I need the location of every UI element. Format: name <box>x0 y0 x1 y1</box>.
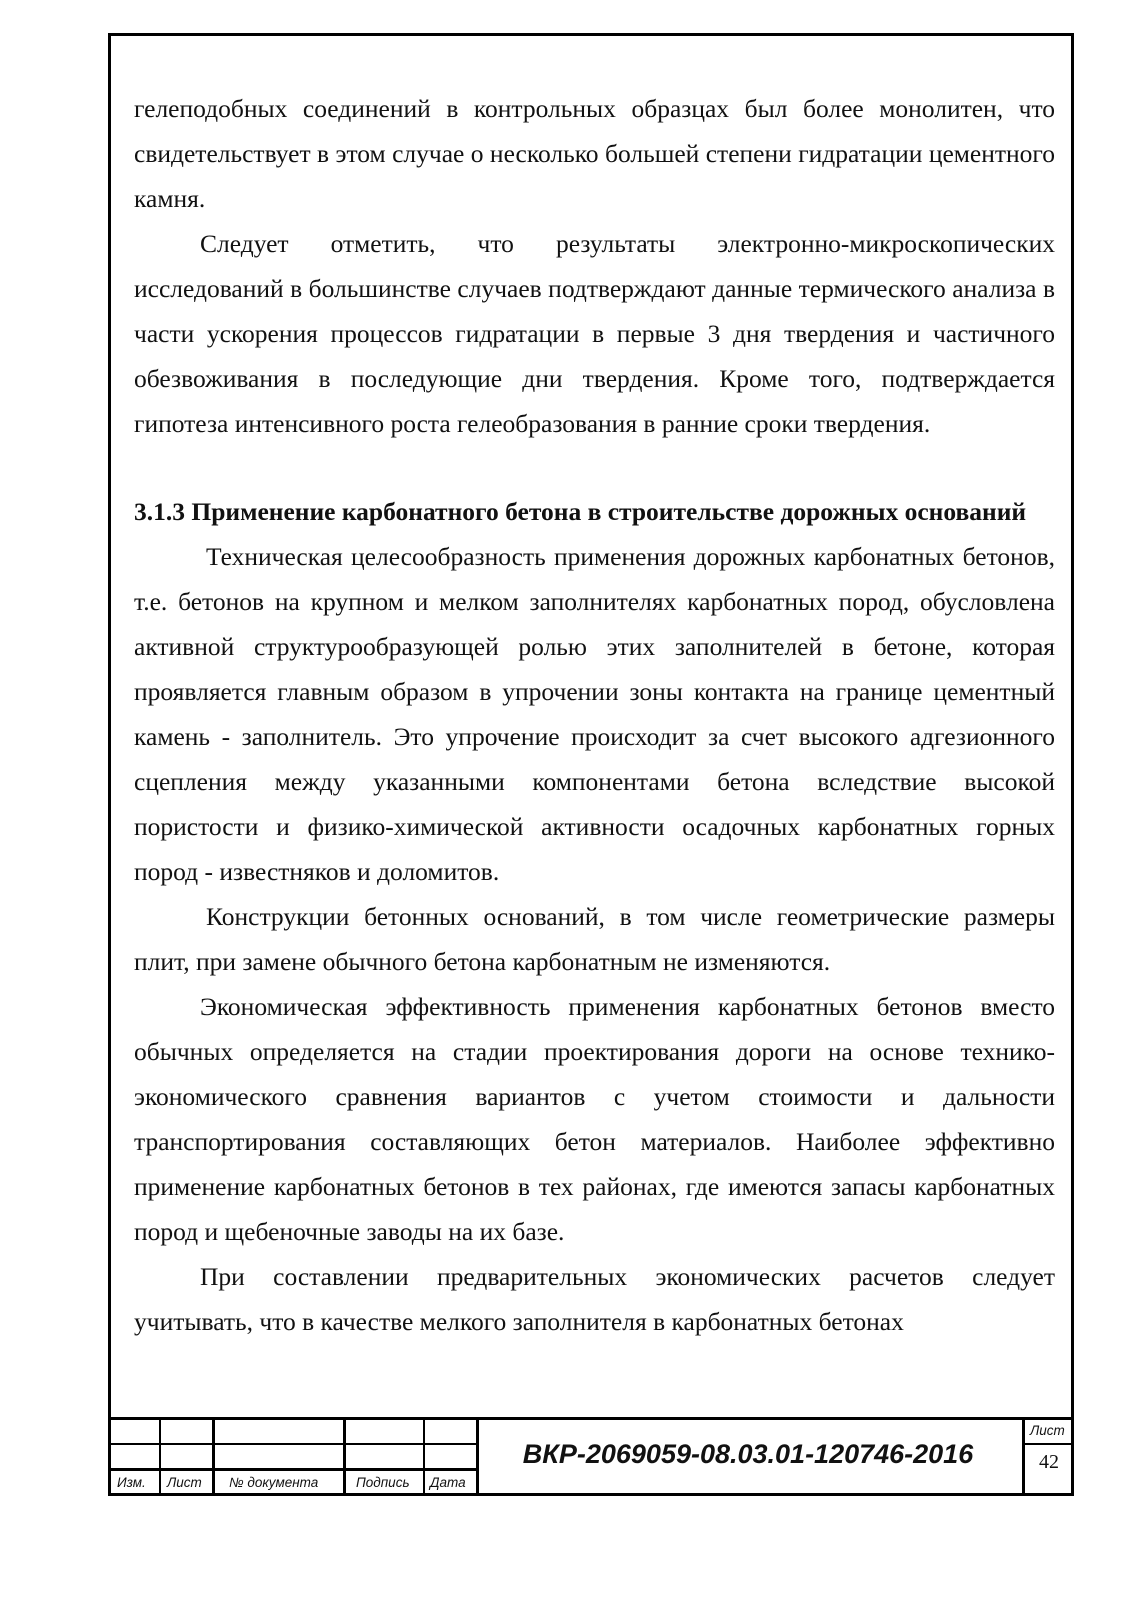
paragraph-4: Конструкции бетонных оснований, в том числе геометрические размеры плит, при замене обычного бетона карбонатным не изменяются. <box>134 902 1055 976</box>
stamp-col-doc: № документа <box>229 1475 319 1490</box>
paragraph-1: гелеподобных соединений в контрольных образцах был более монолитен, что свидетельствует в этом случае о несколько большей степени гидратации цементного камня. <box>134 94 1055 213</box>
stamp-col-date: Дата <box>430 1475 466 1490</box>
stamp-col-sign: Подпись <box>356 1475 410 1490</box>
paragraph-6: При составлении предварительных экономических расчетов следует учитывать, что в качестве мелкого заполнителя в карбонатных бетонах <box>134 1262 1055 1336</box>
paragraph-5: Экономическая эффективность применения карбонатных бетонов вместо обычных определяется на стадии проектирования дороги на основе технико-экономического сравнения вариантов с учетом стоимости и дальности транспортирования составляющих бетон материалов. Наиболее эффективно применение карбонатных бетонов в тех районах, где имеются запасы карбонатных пород и щебеночные заводы на их базе. <box>134 992 1055 1246</box>
paragraph-2: Следует отметить, что результаты электронно-микроскопических исследований в большинстве случаев подтверждают данные термического анализа в части ускорения процессов гидратации в первые 3 дня твердения и частичного обезвоживания в последующие дни твердения. Кроме того, подтверждается гипотеза интенсивного роста гелеобразования в ранние сроки твердения. <box>134 229 1055 438</box>
sheet-label: Лист <box>1030 1423 1065 1438</box>
paragraph-3: Техническая целесообразность применения дорожных карбонатных бетонов, т.е. бетонов на крупном и мелком заполнителях карбонатных пород, обусловлена активной структурообразующей ролью этих заполнителей в бетоне, которая проявляется главным образом в упрочении зоны контакта на границе цементный камень - заполнитель. Это упрочение происходит за счет высокого адгезионного сцепления между указанными компонентами бетона вследствие высокой пористости и физико-химической активности осадочных карбонатных горных пород - известняков и доломитов. <box>134 542 1055 886</box>
document-body <box>134 86 1055 1344</box>
section-heading: 3.1.3 Применение карбонатного бетона в строительстве дорожных оснований <box>134 497 1027 526</box>
stamp-col-izm: Изм. <box>117 1475 146 1490</box>
page-number: 42 <box>1039 1451 1059 1473</box>
title-block <box>108 1417 1074 1496</box>
stamp-col-list: Лист <box>167 1475 202 1490</box>
document-code: ВКР-2069059-08.03.01-120746-2016 <box>522 1439 974 1469</box>
